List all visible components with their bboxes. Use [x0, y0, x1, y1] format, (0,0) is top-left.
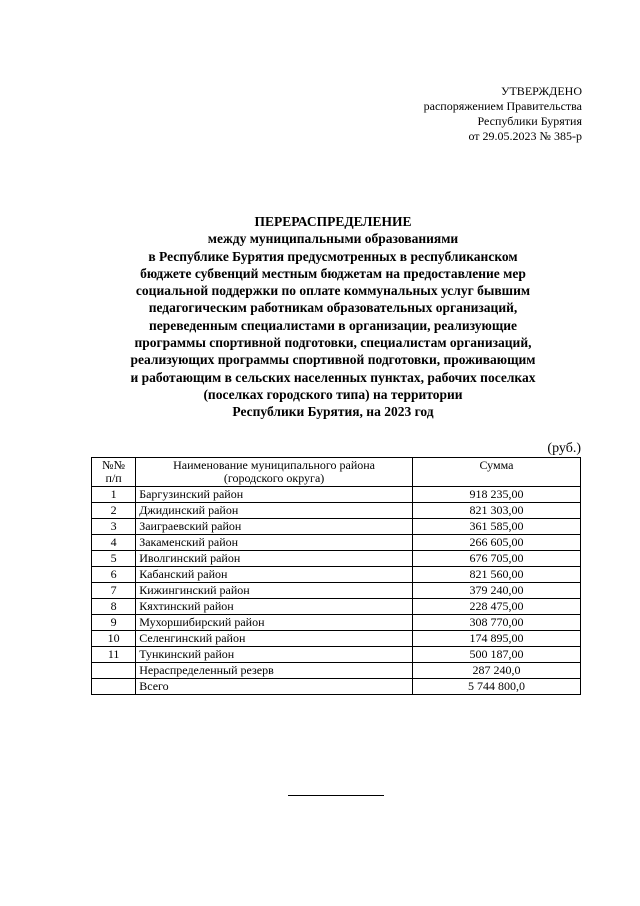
- title-line: программы спортивной подготовки, специалистам организаций,: [134, 335, 532, 351]
- row-district-name: Тункинский район: [136, 647, 413, 663]
- row-number: 11: [92, 647, 136, 663]
- row-district-name: Кяхтинский район: [136, 599, 413, 615]
- row-amount: 676 705,00: [412, 551, 580, 567]
- title-line: педагогическим работникам образовательных организаций,: [148, 300, 518, 316]
- row-number: 4: [92, 535, 136, 551]
- footer-separator-line: [288, 795, 384, 796]
- row-number: [92, 679, 136, 695]
- row-amount: 379 240,00: [412, 583, 580, 599]
- title-line: между муниципальными образованиями: [207, 231, 459, 247]
- title-line: Республики Бурятия, на 2023 год: [232, 404, 434, 420]
- row-district-name: Джидинский район: [136, 503, 413, 519]
- row-number: 1: [92, 487, 136, 503]
- row-district-name: Закаменский район: [136, 535, 413, 551]
- row-amount: 361 585,00: [412, 519, 580, 535]
- row-amount: 287 240,0: [412, 663, 580, 679]
- row-amount: 308 770,00: [412, 615, 580, 631]
- row-number: [92, 663, 136, 679]
- row-amount: 5 744 800,0: [412, 679, 580, 695]
- table-row: [92, 599, 581, 615]
- row-number: 7: [92, 583, 136, 599]
- row-amount: 821 303,00: [412, 503, 580, 519]
- approval-issuer: распоряжением Правительства: [423, 99, 582, 113]
- table-row: [92, 503, 581, 519]
- header-name-line2: (городского округа): [223, 471, 325, 485]
- row-amount: 918 235,00: [412, 487, 580, 503]
- approval-date-number: от 29.05.2023 № 385-р: [468, 129, 582, 143]
- title-line: социальной поддержки по оплате коммунальных услуг бывшим: [135, 283, 531, 299]
- title-line: и работающим в сельских населенных пунктах, рабочих поселках: [130, 369, 536, 385]
- row-district-name: Баргузинский район: [136, 487, 413, 503]
- table-row: [92, 663, 581, 679]
- row-number: 9: [92, 615, 136, 631]
- table-row: [92, 631, 581, 647]
- approval-republic: Республики Бурятия: [477, 114, 582, 128]
- table-row: [92, 647, 581, 663]
- row-district-name: Нераспределенный резерв: [136, 663, 413, 679]
- row-district-name: Всего: [136, 679, 413, 695]
- currency-units: (руб.): [547, 441, 581, 456]
- table-body: [92, 487, 581, 695]
- row-district-name: Заиграевский район: [136, 519, 413, 535]
- distribution-table: [91, 457, 581, 695]
- title-line: ПЕРЕРАСПРЕДЕЛЕНИЕ: [254, 214, 412, 229]
- title-line: реализующих программы спортивной подготовки, проживающим: [130, 352, 536, 368]
- title-line: бюджете субвенций местным бюджетам на предоставление мер: [140, 265, 526, 281]
- row-number: 8: [92, 599, 136, 615]
- row-amount: 266 605,00: [412, 535, 580, 551]
- row-district-name: Кижингинский район: [136, 583, 413, 599]
- table-row: [92, 583, 581, 599]
- table-row: [92, 615, 581, 631]
- row-district-name: Селенгинский район: [136, 631, 413, 647]
- approval-stamp: [400, 84, 582, 144]
- title-line: (поселках городского типа) на территории: [203, 386, 463, 402]
- row-district-name: Иволгинский район: [136, 551, 413, 567]
- row-number: 6: [92, 567, 136, 583]
- row-number: 10: [92, 631, 136, 647]
- table-row: [92, 567, 581, 583]
- table-row: [92, 487, 581, 503]
- table-row: [92, 679, 581, 695]
- table-row: [92, 535, 581, 551]
- approval-heading: УТВЕРЖДЕНО: [500, 84, 582, 98]
- table-row: [92, 551, 581, 567]
- document-title: [92, 213, 574, 421]
- row-number: 3: [92, 519, 136, 535]
- header-number: [92, 458, 136, 487]
- header-name-line1: Наименование муниципального района: [173, 458, 376, 472]
- header-sum: Сумма: [412, 458, 580, 487]
- title-line: в Республике Бурятия предусмотренных в республиканском: [148, 248, 518, 264]
- row-district-name: Кабанский район: [136, 567, 413, 583]
- header-name: [136, 458, 413, 487]
- table-row: [92, 519, 581, 535]
- row-number: 5: [92, 551, 136, 567]
- row-amount: 174 895,00: [412, 631, 580, 647]
- row-amount: 228 475,00: [412, 599, 580, 615]
- header-number-line1: №№: [102, 458, 126, 472]
- row-amount: 500 187,00: [412, 647, 580, 663]
- row-amount: 821 560,00: [412, 567, 580, 583]
- title-line: переведенным специалистами в организации, реализующие: [148, 317, 517, 333]
- table-header-row: [92, 458, 581, 487]
- header-number-line2: п/п: [105, 471, 122, 485]
- row-number: 2: [92, 503, 136, 519]
- row-district-name: Мухоршибирский район: [136, 615, 413, 631]
